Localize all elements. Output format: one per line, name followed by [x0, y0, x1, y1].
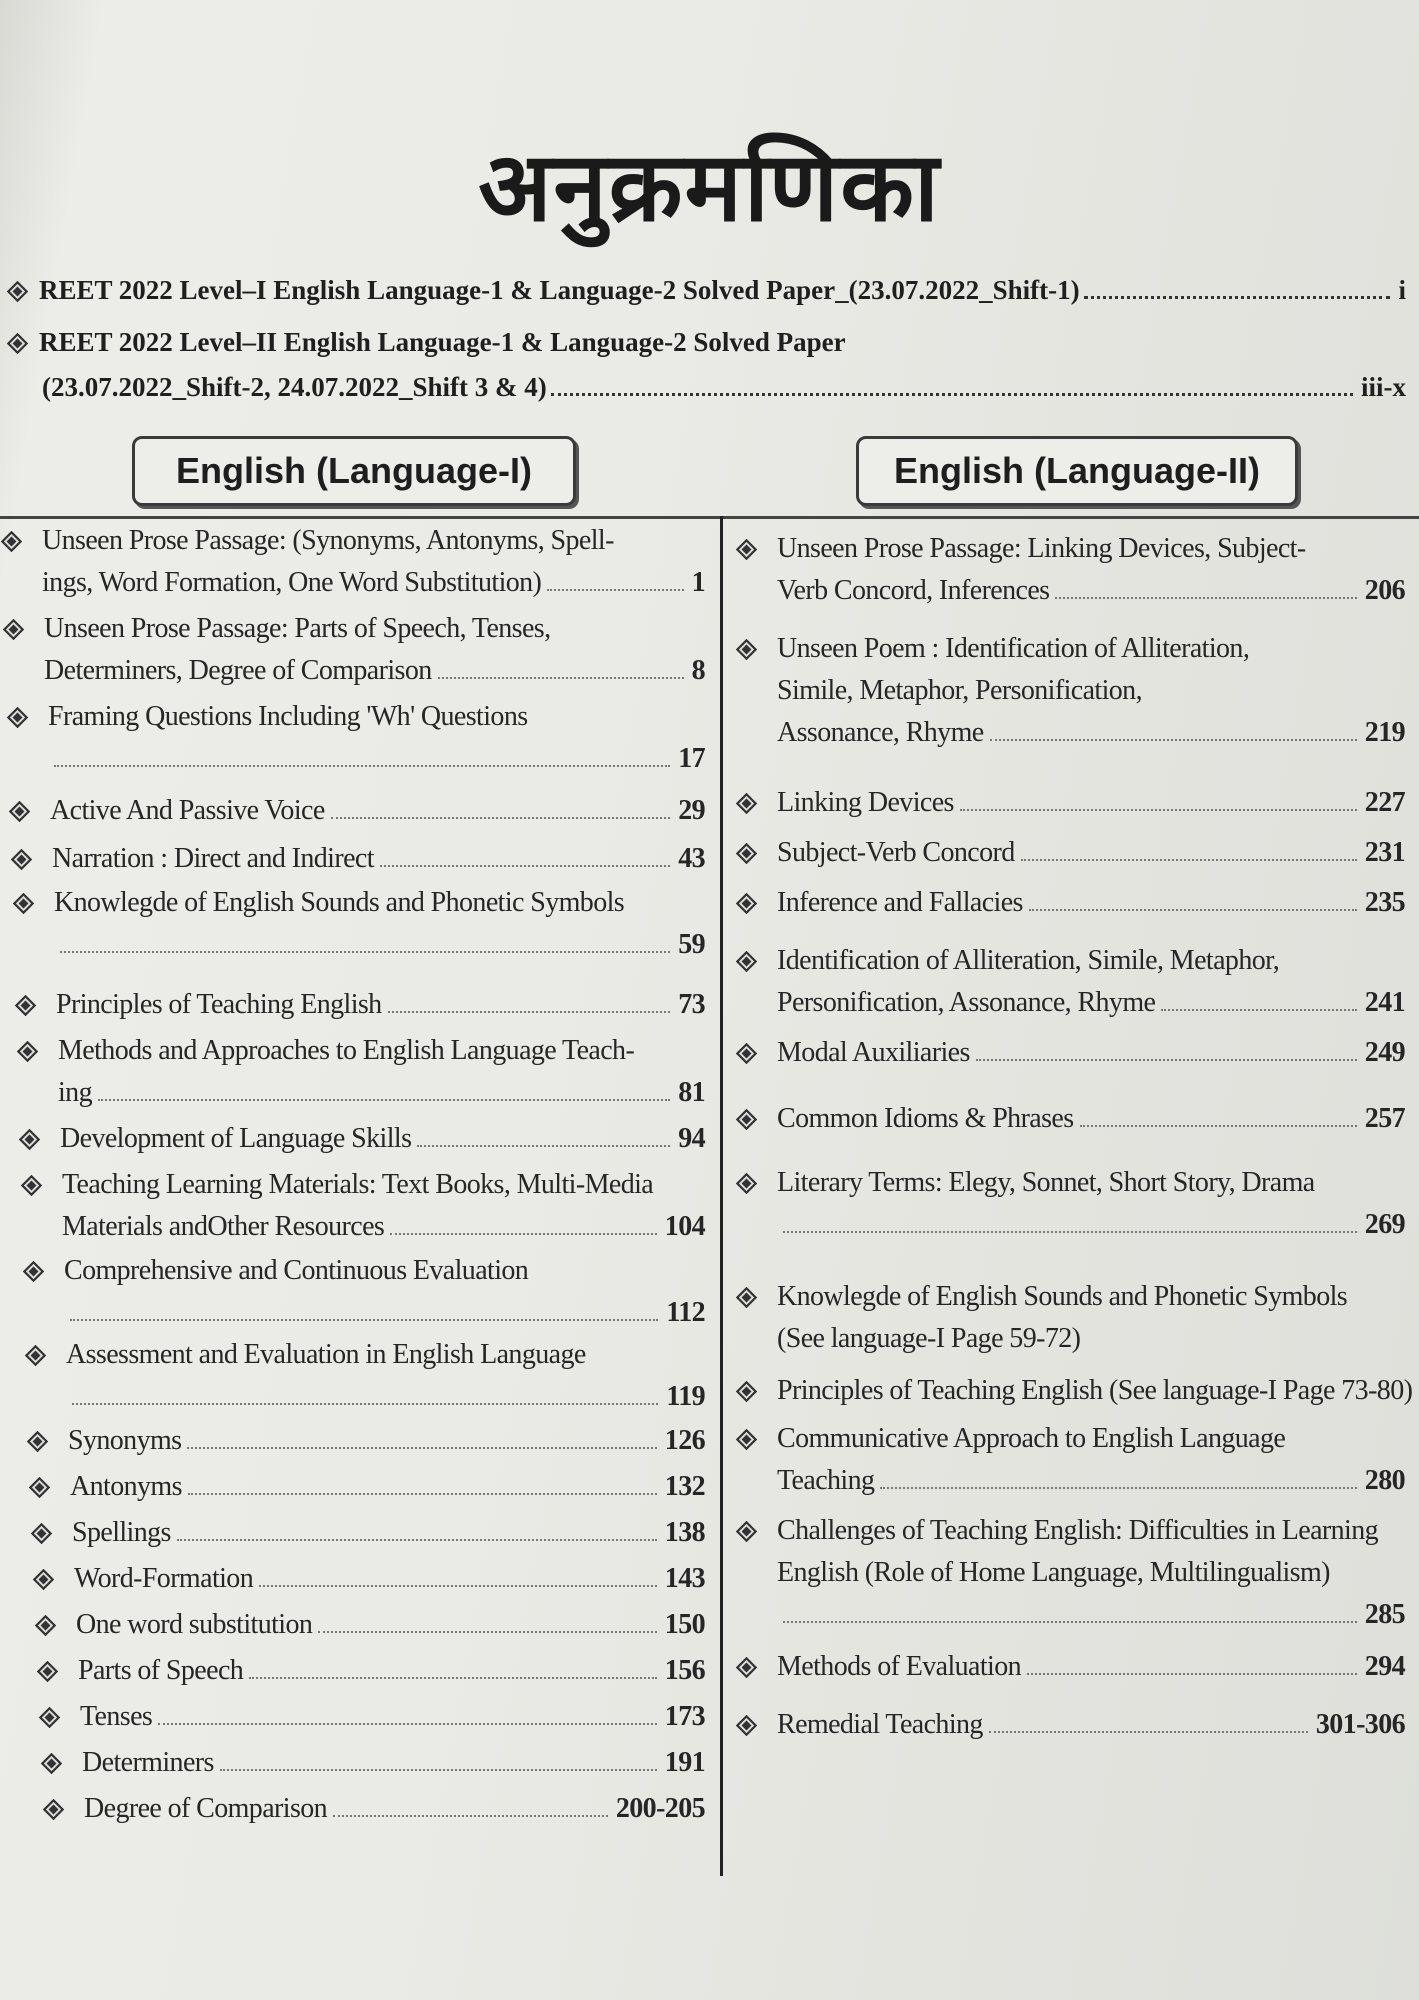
entry-title: Assonance, Rhyme [777, 717, 984, 748]
entry-page: 257 [1364, 1103, 1405, 1134]
toc-entry[interactable] [12, 882, 705, 966]
toc-entry-level1-paper[interactable] [6, 275, 1406, 306]
entry-page: 143 [664, 1563, 705, 1594]
entry-page: 156 [664, 1655, 705, 1686]
entry-title: Comprehensive and Continuous Evaluation [64, 1255, 529, 1286]
entry-title: Narration : Direct and Indirect [52, 843, 374, 874]
entry-page: 1 [691, 567, 705, 598]
entry-title: English (Role of Home Language, Multilingualism) [777, 1557, 1330, 1588]
toc-entry[interactable] [26, 1420, 705, 1462]
dot-leader [1161, 1009, 1356, 1011]
section-heading-language-1: English (Language-I) [132, 436, 576, 506]
entry-title: Inference and Fallacies [777, 887, 1023, 918]
entry-title: Communicative Approach to English Language [777, 1423, 1286, 1454]
toc-entry[interactable] [40, 1742, 705, 1784]
entry-page: 138 [664, 1517, 705, 1548]
entry-title: ings, Word Formation, One Word Substitution) [42, 567, 542, 598]
dot-leader [976, 1059, 1357, 1061]
diamond-bullet-icon [23, 1261, 44, 1282]
dot-leader [438, 677, 684, 679]
toc-entry[interactable] [735, 1704, 1405, 1746]
dot-leader [54, 765, 670, 767]
diamond-bullet-icon [9, 801, 30, 822]
dot-leader [1021, 859, 1357, 861]
diamond-bullet-icon [736, 951, 757, 972]
entry-title: Principles of Teaching English (See language-I Page 73-80) [777, 1375, 1413, 1406]
entry-title: Unseen Prose Passage: Parts of Speech, Tenses, [44, 613, 551, 644]
entry-page: 285 [1364, 1599, 1405, 1630]
diamond-bullet-icon [31, 1523, 52, 1544]
toc-entry[interactable] [735, 832, 1405, 874]
dot-leader [249, 1677, 657, 1679]
dot-leader [547, 589, 683, 591]
diamond-bullet-icon [736, 1657, 757, 1678]
toc-entry[interactable] [8, 790, 705, 832]
entry-title: Teaching [777, 1465, 875, 1496]
toc-entry[interactable] [32, 1558, 705, 1600]
dot-leader [333, 1815, 608, 1817]
diamond-bullet-icon [1, 531, 22, 552]
entry-page: 150 [664, 1609, 705, 1640]
entry-page: 219 [1364, 717, 1405, 748]
entry-page: 173 [664, 1701, 705, 1732]
diamond-bullet-icon [21, 1175, 42, 1196]
entry-page: 227 [1364, 787, 1405, 818]
toc-entry[interactable] [38, 1696, 705, 1738]
entry-title: Materials andOther Resources [62, 1211, 385, 1242]
diamond-bullet-icon [15, 995, 36, 1016]
entry-page: 29 [678, 795, 705, 826]
entry-title: Remedial Teaching [777, 1709, 983, 1740]
entry-title: Unseen Poem : Identification of Alliteration, [777, 633, 1250, 664]
toc-entry[interactable] [735, 882, 1405, 924]
entry-title: Development of Language Skills [60, 1123, 412, 1154]
diamond-bullet-icon [25, 1345, 46, 1366]
entry-title: Synonyms [68, 1425, 182, 1456]
entry-title: Identification of Alliteration, Simile, Metaphor, [777, 945, 1280, 976]
dot-leader [417, 1145, 670, 1147]
entry-page: 112 [666, 1297, 705, 1328]
toc-entry[interactable] [18, 1118, 705, 1160]
dot-leader [220, 1769, 657, 1771]
dot-leader [783, 1621, 1357, 1623]
entry-title-line2: (23.07.2022_Shift-2, 24.07.2022_Shift 3 & 4) [42, 372, 547, 402]
dot-leader [1027, 1673, 1357, 1675]
diamond-bullet-icon [7, 707, 28, 728]
toc-entry[interactable] [735, 1276, 1405, 1360]
diamond-bullet-icon [736, 1043, 757, 1064]
toc-entry[interactable] [735, 1032, 1405, 1074]
toc-entry[interactable] [14, 984, 705, 1026]
horizontal-divider [0, 516, 1419, 519]
entry-page: i [1398, 275, 1406, 305]
entry-page: 269 [1364, 1209, 1405, 1240]
entry-title: Tenses [80, 1701, 153, 1732]
entry-title: Methods and Approaches to English Language Teach- [58, 1035, 635, 1066]
entry-title: Determiners, Degree of Comparison [44, 655, 432, 686]
dot-leader [177, 1539, 657, 1541]
toc-entry[interactable] [34, 1604, 705, 1646]
toc-entry[interactable] [735, 528, 1405, 612]
dot-leader [1080, 1125, 1357, 1127]
entry-title: Spellings [72, 1517, 171, 1548]
toc-entry[interactable] [30, 1512, 705, 1554]
diamond-bullet-icon [736, 893, 757, 914]
diamond-bullet-icon [29, 1477, 50, 1498]
entry-page: 200-205 [615, 1793, 705, 1824]
diamond-bullet-icon [35, 1615, 56, 1636]
column-divider [720, 516, 723, 1876]
dot-leader [187, 1447, 656, 1449]
entry-page: 241 [1364, 987, 1405, 1018]
diamond-bullet-icon [736, 1381, 757, 1402]
toc-entry[interactable] [28, 1466, 705, 1508]
toc-entry[interactable] [735, 782, 1405, 824]
entry-page: 235 [1364, 887, 1405, 918]
dot-leader [1055, 597, 1356, 599]
entry-title: Modal Auxiliaries [777, 1037, 970, 1068]
entry-title: Word-Formation [74, 1563, 254, 1594]
entry-title: Subject-Verb Concord [777, 837, 1015, 868]
diamond-bullet-icon [736, 843, 757, 864]
dot-leader [388, 1011, 671, 1013]
diamond-bullet-icon [736, 1109, 757, 1130]
toc-entry[interactable] [735, 1646, 1405, 1688]
diamond-bullet-icon [736, 793, 757, 814]
toc-entry-level2-paper[interactable] [6, 327, 1406, 358]
dot-leader [989, 1731, 1308, 1733]
diamond-bullet-icon [43, 1799, 64, 1820]
entry-title: Unseen Prose Passage: Linking Devices, Subject- [777, 533, 1306, 564]
diamond-bullet-icon [736, 539, 757, 560]
entry-page: 191 [664, 1747, 705, 1778]
toc-entry[interactable] [6, 696, 705, 780]
entry-page: 206 [1364, 575, 1405, 606]
toc-entry[interactable] [735, 1162, 1405, 1246]
entry-title: Framing Questions Including 'Wh' Questions [48, 701, 528, 732]
diamond-bullet-icon [41, 1753, 62, 1774]
toc-entry[interactable] [735, 1510, 1405, 1636]
entry-title: One word substitution [76, 1609, 313, 1640]
entry-title: Principles of Teaching English [56, 989, 382, 1020]
diamond-bullet-icon [736, 1287, 757, 1308]
entry-title: Simile, Metaphor, Personification, [777, 675, 1142, 706]
entry-page: 301-306 [1315, 1709, 1405, 1740]
diamond-bullet-icon [7, 333, 28, 354]
entry-page: 17 [678, 743, 705, 774]
entry-title: Challenges of Teaching English: Difficulties in Learning [777, 1515, 1379, 1546]
toc-entry[interactable] [735, 1418, 1405, 1502]
entry-page: 104 [664, 1211, 705, 1242]
diamond-bullet-icon [11, 849, 32, 870]
toc-entry[interactable] [735, 1098, 1405, 1140]
toc-entry[interactable] [20, 1164, 705, 1248]
entry-title: Antonyms [70, 1471, 182, 1502]
dot-leader [390, 1233, 657, 1235]
dot-leader [158, 1723, 657, 1725]
entry-page: 94 [678, 1123, 705, 1154]
dot-leader [783, 1231, 1357, 1233]
dot-leader [188, 1493, 657, 1495]
toc-entry[interactable] [10, 838, 705, 880]
entry-title: Active And Passive Voice [50, 795, 325, 826]
dot-leader [880, 1487, 1356, 1489]
entry-page: 132 [664, 1471, 705, 1502]
entry-page: 249 [1364, 1037, 1405, 1068]
entry-page: 73 [678, 989, 705, 1020]
entry-title: Knowlegde of English Sounds and Phonetic Symbols [777, 1281, 1348, 1312]
entry-title: Common Idioms & Phrases [777, 1103, 1074, 1134]
dot-leader [1029, 909, 1357, 911]
toc-entry[interactable] [16, 1030, 705, 1114]
dot-leader [70, 1319, 658, 1321]
toc-entry[interactable] [0, 520, 705, 604]
toc-entry[interactable] [2, 608, 705, 692]
entry-title: Knowlegde of English Sounds and Phonetic Symbols [54, 887, 625, 918]
entry-title: Parts of Speech [78, 1655, 244, 1686]
entry-title: REET 2022 Level–II English Language-1 & Language-2 Solved Paper [39, 327, 846, 357]
entry-title: Personification, Assonance, Rhyme [777, 987, 1156, 1018]
toc-entry[interactable] [735, 1370, 1413, 1412]
entry-page: 59 [678, 929, 705, 960]
entry-page: 126 [664, 1425, 705, 1456]
toc-entry[interactable] [22, 1250, 705, 1334]
diamond-bullet-icon [736, 1429, 757, 1450]
dot-leader [331, 817, 671, 819]
dot-leader [990, 739, 1357, 741]
entry-title: Unseen Prose Passage: (Synonyms, Antonyms, Spell- [42, 525, 614, 556]
toc-entry[interactable] [24, 1334, 705, 1418]
toc-entry[interactable] [36, 1650, 705, 1692]
diamond-bullet-icon [3, 619, 24, 640]
dot-leader [551, 393, 1353, 396]
toc-entry[interactable] [42, 1788, 705, 1830]
dot-leader [259, 1585, 657, 1587]
entry-page: 8 [691, 655, 705, 686]
toc-entry-level2-paper-line2[interactable] [6, 372, 1406, 403]
entry-page: 294 [1364, 1651, 1405, 1682]
entry-page: 280 [1364, 1465, 1405, 1496]
entry-page: 119 [666, 1381, 705, 1412]
entry-page: iii-x [1361, 372, 1406, 402]
entry-title: (See language-I Page 59-72) [777, 1323, 1081, 1354]
diamond-bullet-icon [37, 1661, 58, 1682]
section-heading-language-2: English (Language-II) [856, 436, 1298, 506]
entry-title: REET 2022 Level–I English Language-1 & Language-2 Solved Paper_(23.07.2022_Shift-1) [39, 275, 1080, 305]
dot-leader [318, 1631, 657, 1633]
entry-title: Verb Concord, Inferences [777, 575, 1050, 606]
entry-page: 231 [1364, 837, 1405, 868]
diamond-bullet-icon [736, 1173, 757, 1194]
dot-leader [1084, 296, 1391, 299]
dot-leader [60, 951, 670, 953]
dot-leader [98, 1099, 670, 1101]
diamond-bullet-icon [27, 1431, 48, 1452]
diamond-bullet-icon [736, 1521, 757, 1542]
diamond-bullet-icon [17, 1041, 38, 1062]
page-title: अनुक्रमणिका [478, 131, 941, 243]
diamond-bullet-icon [33, 1569, 54, 1590]
diamond-bullet-icon [39, 1707, 60, 1728]
diamond-bullet-icon [736, 1715, 757, 1736]
toc-entry[interactable] [735, 628, 1405, 754]
entry-page: 43 [678, 843, 705, 874]
toc-entry[interactable] [735, 940, 1405, 1024]
entry-title: ing [58, 1077, 92, 1108]
dot-leader [72, 1403, 658, 1405]
diamond-bullet-icon [13, 893, 34, 914]
entry-title: Teaching Learning Materials: Text Books, Multi-Media [62, 1169, 654, 1200]
diamond-bullet-icon [736, 639, 757, 660]
entry-title: Literary Terms: Elegy, Sonnet, Short Story, Drama [777, 1167, 1315, 1198]
entry-title: Assessment and Evaluation in English Language [66, 1339, 586, 1370]
diamond-bullet-icon [19, 1129, 40, 1150]
dot-leader [960, 809, 1357, 811]
entry-title: Linking Devices [777, 787, 954, 818]
dot-leader [380, 865, 670, 867]
entry-title: Determiners [82, 1747, 214, 1778]
entry-title: Degree of Comparison [84, 1793, 328, 1824]
entry-title: Methods of Evaluation [777, 1651, 1022, 1682]
diamond-bullet-icon [7, 281, 28, 302]
entry-page: 81 [678, 1077, 705, 1108]
